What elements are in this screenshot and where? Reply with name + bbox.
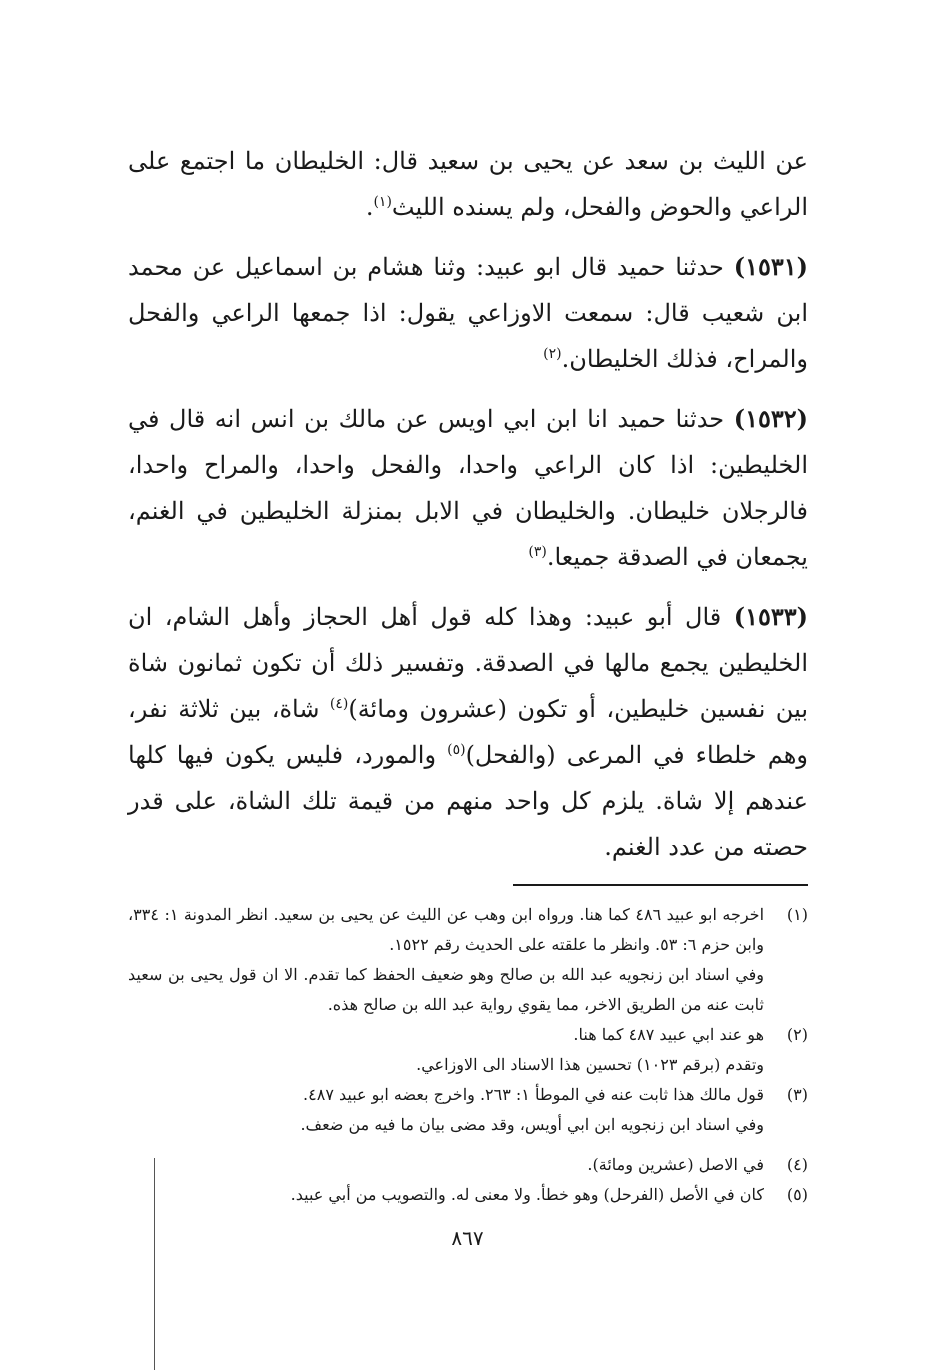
footnote-line: في الاصل (عشرين ومائة). xyxy=(587,1155,764,1174)
footnote-line: وتقدم (برقم ١٠٢٣) تحسين هذا الاسناد الى الاوزاعي. xyxy=(416,1055,764,1074)
footnote-divider xyxy=(513,884,808,886)
footnote-line: وفي اسناد ابن زنجويه ابن ابي أويس، وقد مضى بيان ما فيه من ضعف. xyxy=(300,1115,764,1134)
footnote-ref[interactable]: (١) xyxy=(373,194,392,210)
footnote-line: كان في الأصل (الفرحل) وهو خطأ. ولا معنى له. والتصويب من أبي عبيد. xyxy=(290,1185,764,1204)
hadith-number: (١٥٣٢) xyxy=(733,404,808,433)
page-body xyxy=(128,138,808,1210)
paragraph-text: عن الليث بن سعد عن يحيى بن سعيد قال: الخليطان ما اجتمع على الراعي والحوض والفحل، ولم يسنده الليث xyxy=(128,147,808,221)
footnote-ref[interactable]: (٢) xyxy=(543,346,562,362)
footnote-mark: (١) xyxy=(786,905,808,924)
paragraph-intro xyxy=(128,138,808,230)
footnote-body xyxy=(128,1080,764,1140)
footnote-ref[interactable]: (٥) xyxy=(447,742,466,758)
footnote-line: وفي اسناد ابن زنجويه عبد الله بن صالح وهو ضعيف الحفظ كما تقدم. الا ان قول يحيى بن سعيد ثابت عنه من الطريق الاخر، مما يقوي رواية عبد الله بن صالح هذه. xyxy=(128,965,764,1014)
footnote-mark: (٣) xyxy=(786,1085,808,1104)
footnote-line: اخرجه ابو عبيد ٤٨٦ كما هنا. ورواه ابن وهب عن الليث عن يحيى بن سعيد. انظر المدونة ١: ٣٣٤، وابن حزم ٦: ٥٣. وانظر ما علقته على الحديث رقم ١٥٢٢. xyxy=(128,905,765,954)
paragraph-1531 xyxy=(128,244,808,382)
page-number: ٨٦٧ xyxy=(451,1226,484,1250)
footnote-mark: (٤) xyxy=(786,1155,808,1174)
hadith-number: (١٥٣٣) xyxy=(733,602,808,631)
paragraph-text: . xyxy=(365,193,374,221)
footnote-mark: (٥) xyxy=(786,1185,808,1204)
paragraph-text: شاة، بين ثلاثة نفر، وهم خلطاء في المرعى (والفحل) xyxy=(128,695,808,769)
footnote-line: هو عند ابي عبيد ٤٨٧ كما هنا. xyxy=(573,1025,764,1044)
hadith-number: (١٥٣١) xyxy=(733,252,808,281)
footnote-1 xyxy=(128,900,808,1020)
footnote-ref[interactable]: (٤) xyxy=(329,696,349,712)
footnote-body xyxy=(128,1180,764,1210)
footnote-3 xyxy=(128,1080,808,1140)
footnote-4 xyxy=(128,1150,808,1180)
footnote-body xyxy=(128,900,764,1020)
footnote-5 xyxy=(128,1180,808,1210)
paragraph-text: والمورد، فليس يكون فيها كلها عندهم إلا شاة. يلزم كل واحد منهم من قيمة تلك الشاة، على قدر حصته من عدد الغنم. xyxy=(128,741,808,861)
paragraph-1532 xyxy=(128,396,808,580)
paragraph-1533 xyxy=(128,594,808,870)
footnote-body xyxy=(128,1020,764,1080)
footnote-body xyxy=(128,1150,764,1180)
binding-line xyxy=(154,1158,155,1370)
footnote-ref[interactable]: (٣) xyxy=(528,544,547,560)
paragraph-text: حدثنا حميد انا ابن ابي اويس عن مالك بن انس انه قال في الخليطين: اذا كان الراعي واحدا، والفحل واحدا، والمراح واحدا، فالرجلان خليطان. والخليطان في الابل بمنزلة الخليطين في الغنم، يجمعان في الصدقة جميعا. xyxy=(128,405,808,571)
footnote-mark: (٢) xyxy=(786,1025,808,1044)
paragraph-text: قال أبو عبيد: وهذا كله قول أهل الحجاز وأهل الشام، ان الخليطين يجمع مالها في الصدقة. وتفسير ذلك أن تكون ثمانون شاة بين نفسين خليطين، أو تكون (عشرون ومائة) xyxy=(128,603,809,723)
footnote-2 xyxy=(128,1020,808,1080)
paragraph-text: حدثنا حميد قال ابو عبيد: وثنا هشام بن اسماعيل عن محمد ابن شعيب قال: سمعت الاوزاعي يقول: اذا جمعها الراعي والفحل والمراح، فذلك الخليطان. xyxy=(128,253,808,373)
footnote-line: قول مالك هذا ثابت عنه في الموطأ ١: ٢٦٣. واخرج بعضه ابو عبيد ٤٨٧. xyxy=(303,1085,764,1104)
